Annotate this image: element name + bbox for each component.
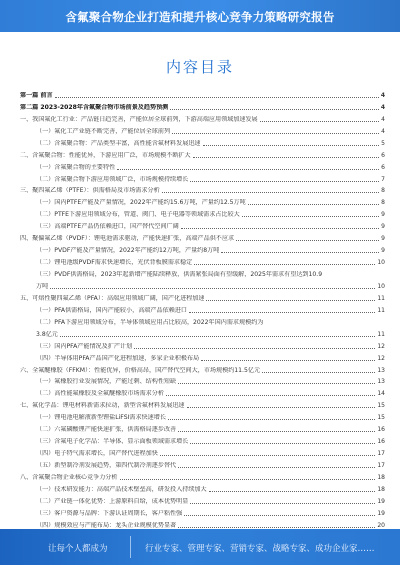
toc-leader-dots <box>170 109 379 110</box>
toc-entry-page: 4 <box>380 103 385 111</box>
toc-entry[interactable] <box>20 409 385 421</box>
toc-entry[interactable] <box>20 302 385 314</box>
toc-leader-dots <box>120 479 376 480</box>
toc-entry[interactable] <box>20 493 385 505</box>
toc-leader-dots <box>187 407 376 408</box>
toc-entry[interactable] <box>20 517 385 529</box>
toc-entry-page: 9 <box>381 211 385 219</box>
toc-entry-page: 16 <box>377 438 385 446</box>
toc-leader-dots <box>162 192 380 193</box>
toc-entry-text: （一）PFA供需格局，国内产能较小，高端产品依赖进口 <box>36 306 187 314</box>
toc-entry-text: （二）PFA下游应用领域分布，半导体领域应用占比较高，2022年国内需求规模约为 <box>36 318 264 326</box>
toc-entry-text: 万吨 <box>36 282 49 290</box>
toc-entry-page: 11 <box>377 306 385 314</box>
toc-entry-text: 五、可熔性聚四氟乙烯（PFA）：高端应用领域广阔，国产化进程加速 <box>20 294 205 302</box>
toc-entry-page: 8 <box>381 199 385 207</box>
toc-entry-text: （四）规模效应与产能布局：龙头企业规模优势显著 <box>36 521 177 529</box>
toc-entry[interactable] <box>20 218 385 230</box>
toc-entry-text: 3.8亿元 <box>36 330 58 338</box>
toc-entry-text: （一）氟化工产业链不断完善，产能位居全球前列 <box>36 127 171 135</box>
toc-entry-page: 5 <box>381 139 385 147</box>
toc-leader-dots <box>117 169 379 170</box>
toc-entry[interactable] <box>20 481 385 493</box>
toc-entry-text: 七、氟化学品：锂电材料新需求拉动，新型含氟材料发展迅速 <box>20 402 185 410</box>
toc-entry-page: 9 <box>381 235 385 243</box>
toc-leader-dots <box>55 97 379 98</box>
toc-entry-text: 三、聚四氟乙烯（PTFE）：供需格局及市场需求分析 <box>20 187 160 195</box>
toc-entry-page: 15 <box>377 414 385 422</box>
toc-entry[interactable] <box>20 254 385 266</box>
toc-leader-dots <box>134 348 375 349</box>
toc-entry-page: 19 <box>377 509 385 517</box>
toc-leader-dots <box>178 431 375 432</box>
toc-leader-dots <box>184 515 375 516</box>
toc-entry-page: 6 <box>381 151 385 159</box>
toc-entry[interactable] <box>20 362 385 374</box>
toc-leader-dots <box>236 240 379 241</box>
toc-leader-dots <box>193 157 380 158</box>
toc-entry-text: （一）技术研发能力：高端产品技术壁垒高，研发投入持续加大 <box>36 485 207 493</box>
toc-leader-dots <box>242 216 380 217</box>
footer-slogan-left: 让每个人都成为 <box>48 544 108 554</box>
toc-entry-page: 17 <box>377 462 385 469</box>
toc-entry-page: 6 <box>381 163 385 171</box>
toc-entry-page: 4 <box>381 127 385 135</box>
toc-leader-dots <box>172 133 379 134</box>
toc-entry[interactable] <box>20 123 385 135</box>
toc-leader-dots <box>181 228 379 229</box>
toc-page <box>0 32 400 529</box>
toc-entry[interactable] <box>20 445 385 457</box>
toc-entry[interactable] <box>20 421 385 433</box>
toc-entry-text: （三）客户资源与品牌：下游认证周期长，客户粘性强 <box>36 509 183 517</box>
toc-entry-text: （三）国内PFA产能情况及扩产计划 <box>36 342 133 350</box>
toc-entry-page: 18 <box>377 485 385 493</box>
toc-entry[interactable] <box>20 290 385 302</box>
toc-leader-dots <box>206 300 375 301</box>
toc-leader-dots <box>203 145 380 146</box>
toc-entry-page: 20 <box>377 521 385 529</box>
toc-entry-page: 14 <box>377 390 385 398</box>
toc-entry-text: （四）电子特气需求增长，国产替代进程加快 <box>36 450 158 458</box>
toc-entry-text: （二）六氟磷酸锂产能快速扩张，供需格局逐步改善 <box>36 426 177 434</box>
toc-entry-page: 9 <box>381 247 385 255</box>
toc-leader-dots <box>160 455 375 456</box>
toc-leader-dots <box>190 181 379 182</box>
toc-entry-text: （二）含氟聚合物下游应用领域广泛，市场规模持续增长 <box>36 175 189 183</box>
toc-entry[interactable] <box>20 230 385 242</box>
toc-entry-text: （一）氟橡胶行业发展情况，产能过剩、结构性短缺 <box>36 378 177 386</box>
toc-entry[interactable] <box>20 385 385 397</box>
footer-slogan-right: 行业专家、管理专家、营销专家、战略专家、成功企业家…… <box>145 544 375 554</box>
toc-entry-text: 四、聚偏氟乙烯（PVDF）：锂电池需求驱动，产能快速扩张，高端产品供不应求 <box>20 235 235 243</box>
toc-entry-text: （二）高性能氟橡胶及全氟醚橡胶市场需求分析 <box>36 390 164 398</box>
toc-entry-text: （二）锂电池级PVDF需求快速增长，光伏背板膜需求稳定 <box>36 259 193 267</box>
toc-leader-dots <box>201 360 375 361</box>
toc-entry[interactable] <box>20 183 385 195</box>
toc-entry-text: （三）高端PTFE产品仍依赖进口，国产替代空间广阔 <box>36 223 179 231</box>
toc-entry[interactable] <box>20 374 385 386</box>
toc-entry-text: 第二篇 2023-2028年含氟聚合物市场前景及趋势预测 <box>20 103 169 111</box>
toc-entry-text: （三）PVDF供需格局，2023年起新增产能陆续释放，供需紧张局面有望缓解，2025年需求有望达到10.9 <box>36 271 323 278</box>
toc-entry[interactable] <box>20 171 385 183</box>
toc-entry-page: 16 <box>377 426 385 434</box>
toc-leader-dots <box>262 372 375 373</box>
toc-leader-dots <box>221 252 379 253</box>
toc-entry[interactable] <box>20 397 385 409</box>
toc-list <box>20 87 385 541</box>
toc-leader-dots <box>60 336 375 337</box>
toc-entry-text: （一）含氟聚合物的主要特性 <box>36 163 116 171</box>
toc-entry[interactable] <box>20 194 385 206</box>
toc-leader-dots <box>260 121 380 122</box>
toc-entry-page: 10 <box>377 282 385 290</box>
toc-entry[interactable] <box>20 242 385 254</box>
toc-entry-page: 19 <box>377 497 385 505</box>
toc-leader-dots <box>178 467 375 468</box>
toc-entry-page: 17 <box>377 450 385 458</box>
toc-entry[interactable] <box>20 111 385 123</box>
toc-entry-text: （五）新型制冷剂发展趋势，第四代制冷剂逐步替代 <box>36 462 177 469</box>
toc-heading: 内容目录 <box>165 58 234 76</box>
toc-entry-text: （一）PVDF产能及产量情况，2022年产能约12万吨，产量约8万吨 <box>36 247 220 255</box>
toc-entry[interactable] <box>20 326 385 338</box>
toc-entry[interactable] <box>20 99 385 111</box>
toc-leader-dots <box>166 395 375 396</box>
toc-entry-page: 4 <box>381 115 385 123</box>
toc-entry-text: 六、全氟醚橡胶（FFKM）：性能优异，价格高昂，国产替代空间大，市场规模约11.5亿元 <box>20 366 261 374</box>
footer-divider <box>130 536 131 558</box>
toc-entry-text: （二）PTFE下游应用领域分布，管道、阀门、电子电器等领域需求占比较大 <box>36 211 240 219</box>
report-title: 含氟聚合物企业打造和提升核心竞争力策略研究报告 <box>65 10 335 24</box>
toc-entry-page: 11 <box>377 330 385 338</box>
toc-leader-dots <box>178 383 375 384</box>
toc-leader-dots <box>194 264 375 265</box>
toc-entry-page: 8 <box>381 187 385 195</box>
toc-leader-dots <box>248 204 379 205</box>
toc-entry-text: 二、含氟聚合物：性能优异，下游应用广泛，市场规模不断扩大 <box>20 151 191 159</box>
toc-entry[interactable] <box>20 159 385 171</box>
toc-entry-page: 10 <box>377 259 385 267</box>
toc-entry[interactable] <box>20 457 385 469</box>
toc-entry-text: （一）国内PTFE产能及产量情况，2022年产能约15.6万吨，产量约12.5万吨 <box>36 199 246 207</box>
toc-entry-text: （三）含氟电子化学品：半导体、显示面板领域需求增长 <box>36 438 189 446</box>
toc-entry[interactable] <box>20 505 385 517</box>
toc-entry-text: 第一篇 前言 <box>20 91 53 99</box>
toc-leader-dots <box>50 288 375 289</box>
toc-entry-page: 9 <box>381 223 385 231</box>
toc-entry[interactable] <box>20 87 385 99</box>
toc-entry[interactable] <box>20 350 385 362</box>
toc-entry[interactable] <box>20 147 385 159</box>
toc-entry-page: 11 <box>377 294 385 302</box>
toc-leader-dots <box>209 491 376 492</box>
toc-entry-page: 12 <box>377 354 385 362</box>
toc-entry[interactable] <box>20 266 385 278</box>
toc-entry[interactable] <box>20 206 385 218</box>
toc-leader-dots <box>190 503 375 504</box>
toc-entry-text: （二）产业链一体化优势：上游原料自给，成本优势明显 <box>36 497 189 505</box>
toc-entry[interactable] <box>20 135 385 147</box>
toc-leader-dots <box>168 419 375 420</box>
toc-leader-dots <box>189 312 375 313</box>
toc-entry-page: 13 <box>377 378 385 386</box>
toc-leader-dots <box>178 527 375 528</box>
toc-entry-page: 4 <box>380 91 385 99</box>
toc-entry-text: 一、我国氟化工行业：产品链日趋完善，产能位居全球前列，下游高端应用领域加速发展 <box>20 115 258 123</box>
toc-entry-text: （一）锂电池电解液新型锂盐LiFSI需求快速增长 <box>36 414 166 422</box>
toc-entry[interactable] <box>20 433 385 445</box>
toc-entry[interactable] <box>20 469 385 481</box>
toc-entry[interactable] <box>20 338 385 350</box>
toc-entry-page: 15 <box>377 402 385 410</box>
toc-entry[interactable] <box>20 314 385 326</box>
toc-entry-page: 18 <box>377 473 385 481</box>
toc-entry-page: 7 <box>381 175 385 183</box>
page-footer <box>0 529 400 565</box>
page-header <box>0 0 400 32</box>
toc-entry-text: （四）半导体用PFA产品国产化进程加速，多家企业积极布局 <box>36 354 200 362</box>
toc-entry-page: 13 <box>377 366 385 374</box>
toc-entry-text: （二）含氟聚合物：产品类型丰富，高性能含氟材料发展迅速 <box>36 139 201 147</box>
toc-leader-dots <box>190 443 375 444</box>
toc-entry-page: 12 <box>377 342 385 350</box>
toc-entry-text: 八、含氟聚合物企业核心竞争力分析 <box>20 473 118 481</box>
toc-entry[interactable] <box>20 278 385 290</box>
